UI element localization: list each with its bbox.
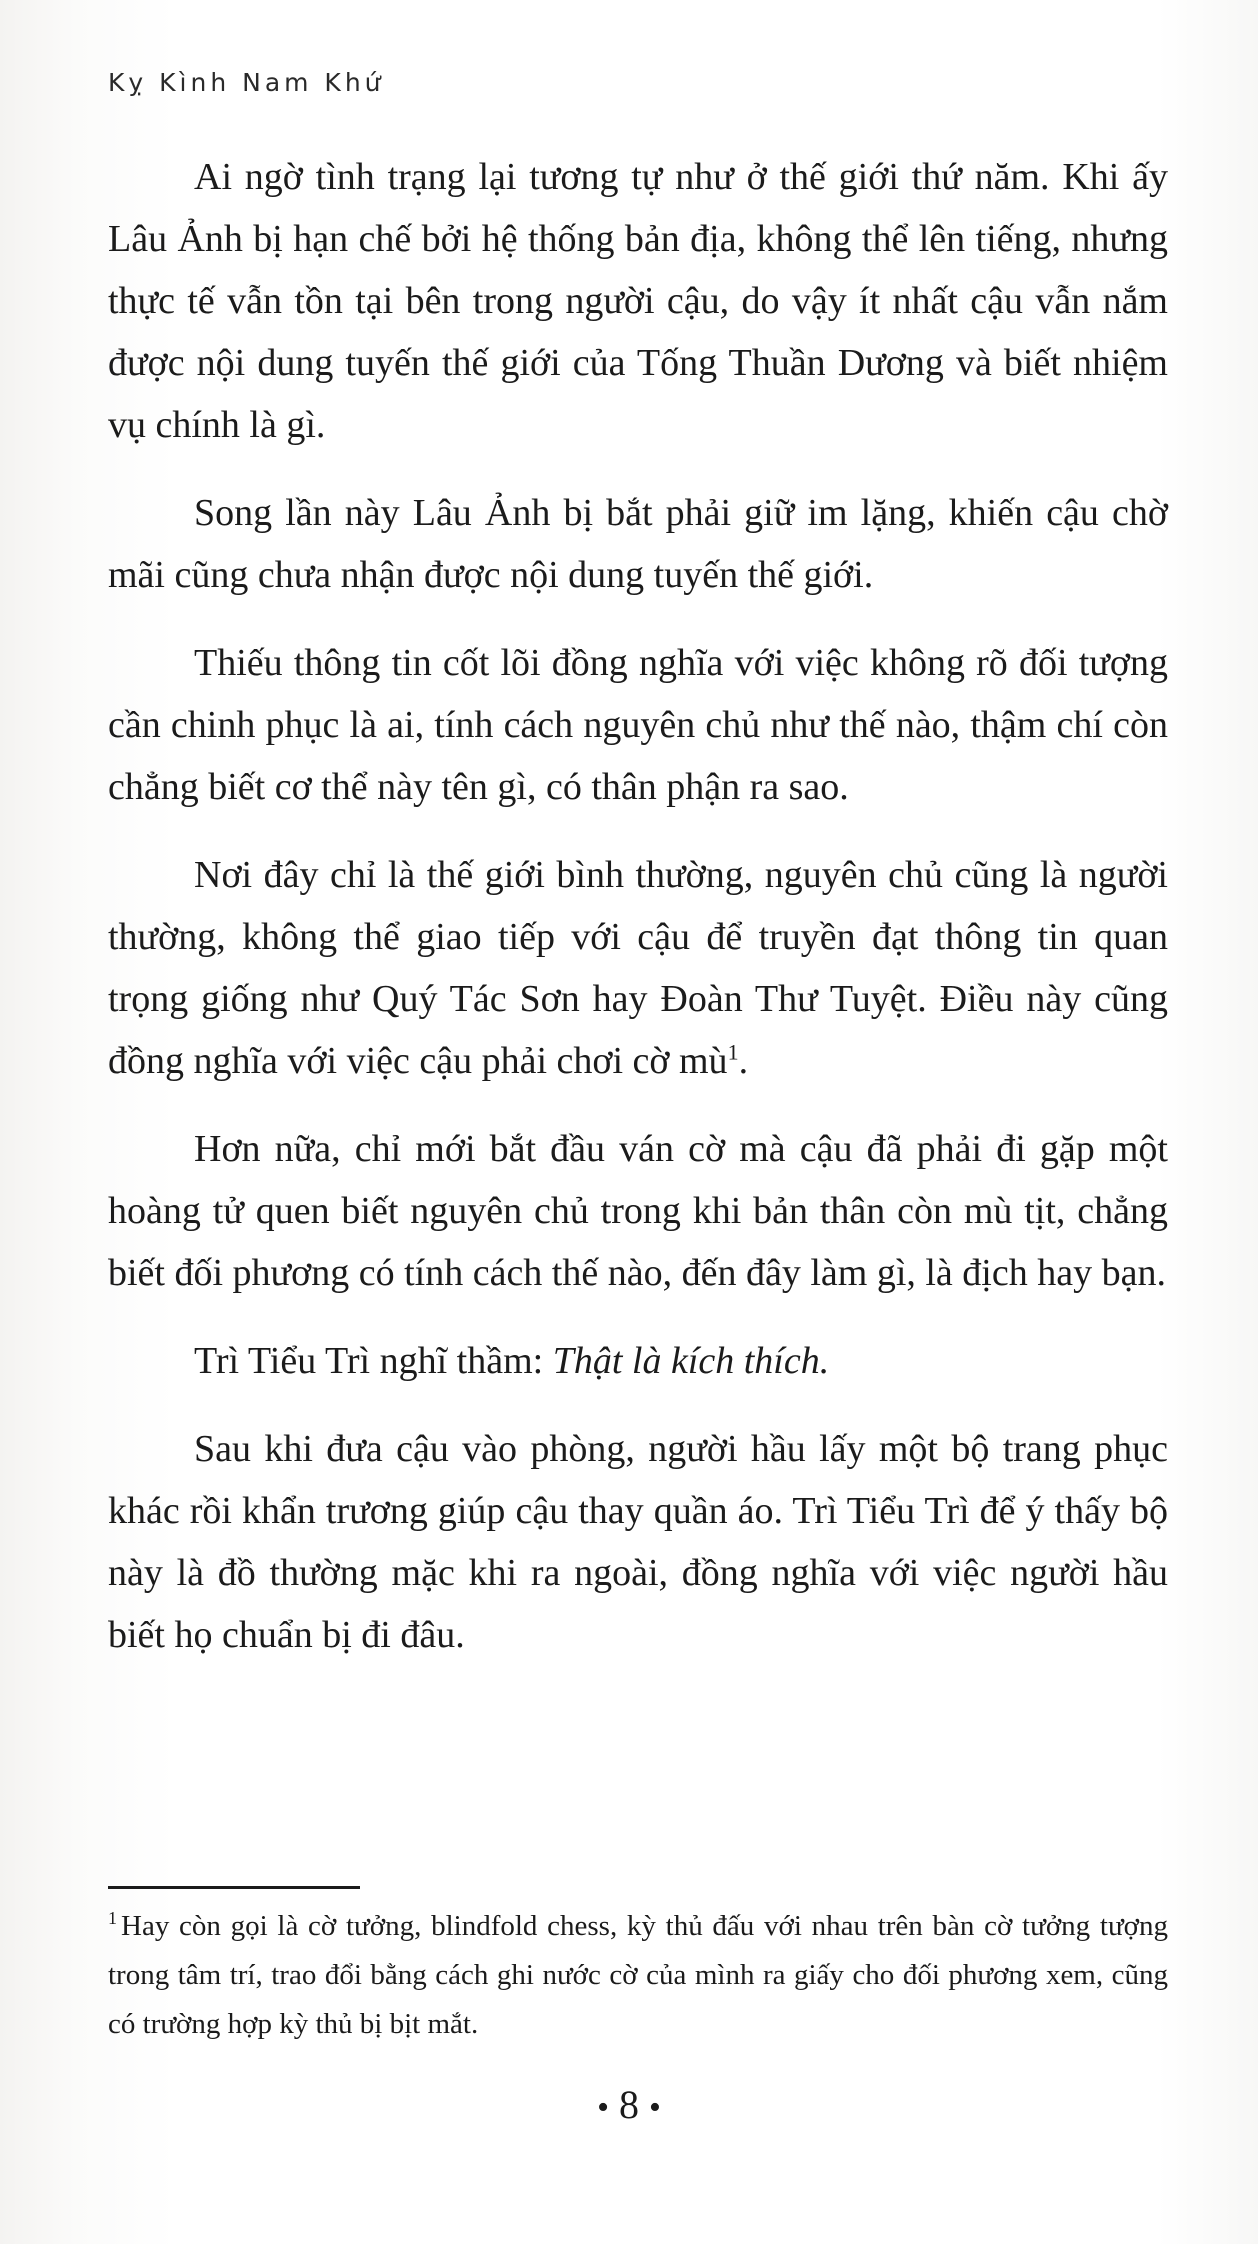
- footnote-divider: [108, 1886, 360, 1889]
- page-number-line: [0, 2080, 1258, 2133]
- footnote-marker: 1: [727, 1039, 739, 1065]
- footnote-text: Hay còn gọi là cờ tưởng, blindfold chess, kỳ thủ đấu với nhau trên bàn cờ tưởng tượng trong tâm trí, trao đổi bằng cách ghi nước cờ của mình ra giấy cho đối phương xem, cũng có trường hợp kỳ thủ bị bịt mắt.: [108, 1910, 1168, 2040]
- paragraph-text: Trì Tiểu Trì nghĩ thầm:: [194, 1340, 553, 1382]
- footnotes: [108, 1902, 1168, 2049]
- paragraph-end: .: [738, 1040, 749, 1082]
- page-ornament-left: •: [597, 2089, 609, 2126]
- body-text: [108, 146, 1168, 1692]
- inner-thought: Thật là kích thích.: [552, 1340, 830, 1382]
- paragraph-text: Nơi đây chỉ là thế giới bình thường, nguyên chủ cũng là người thường, không thể giao tiếp với cậu để truyền đạt thông tin quan trọng giống như Quý Tác Sơn hay Đoàn Thư Tuyệt. Điều này cũng đồng nghĩa với việc cậu phải chơi cờ mù: [108, 854, 1168, 1082]
- running-head: Kỵ Kình Nam Khứ: [108, 68, 385, 97]
- paragraph: Song lần này Lâu Ảnh bị bắt phải giữ im lặng, khiến cậu chờ mãi cũng chưa nhận được nội dung tuyến thế giới.: [108, 492, 1168, 596]
- paragraph: Ai ngờ tình trạng lại tương tự như ở thế giới thứ năm. Khi ấy Lâu Ảnh bị hạn chế bởi hệ thống bản địa, không thể lên tiếng, nhưng thực tế vẫn tồn tại bên trong người cậu, do vậy ít nhất cậu vẫn nắm được nội dung tuyến thế giới của Tống Thuần Dương và biết nhiệm vụ chính là gì.: [108, 156, 1168, 446]
- page-number: 8: [619, 2082, 639, 2127]
- paragraph: Thiếu thông tin cốt lõi đồng nghĩa với việc không rõ đối tượng cần chinh phục là ai, tính cách nguyên chủ như thế nào, thậm chí còn chẳng biết cơ thể này tên gì, có thân phận ra sao.: [108, 642, 1168, 808]
- footnote-number: 1: [108, 1908, 117, 1929]
- page-ornament-right: •: [649, 2089, 661, 2126]
- footnote: [108, 1902, 1168, 2049]
- paragraph-with-thought: [108, 1330, 1168, 1392]
- paragraph: Hơn nữa, chỉ mới bắt đầu ván cờ mà cậu đã phải đi gặp một hoàng tử quen biết nguyên chủ trong khi bản thân còn mù tịt, chẳng biết đối phương có tính cách thế nào, đến đây làm gì, là địch hay bạn.: [108, 1128, 1168, 1294]
- paragraph-with-footnote: [108, 844, 1168, 1092]
- paragraph: Sau khi đưa cậu vào phòng, người hầu lấy một bộ trang phục khác rồi khẩn trương giúp cậu thay quần áo. Trì Tiểu Trì để ý thấy bộ này là đồ thường mặc khi ra ngoài, đồng nghĩa với việc người hầu biết họ chuẩn bị đi đâu.: [108, 1428, 1168, 1656]
